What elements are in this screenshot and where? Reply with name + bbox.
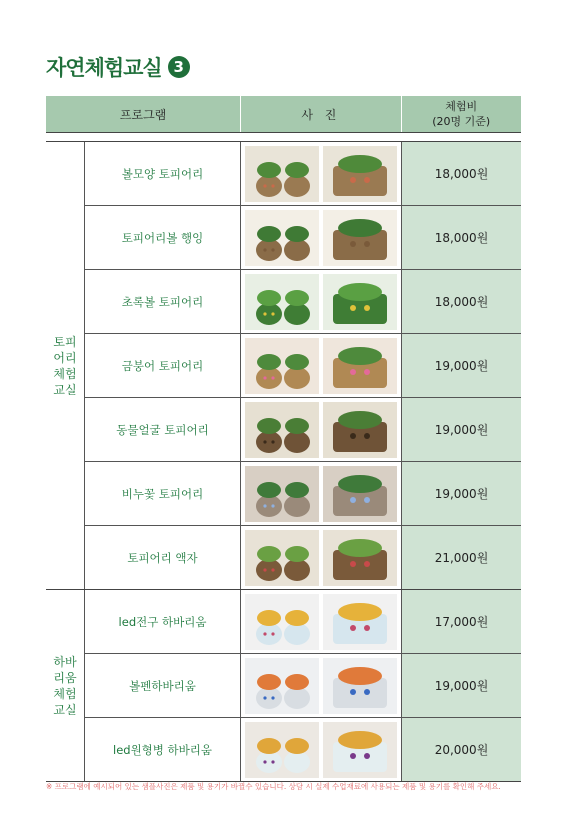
category-label-line: 체험 (53, 686, 77, 701)
header-photo: 사 진 (241, 96, 401, 132)
program-name: 초록볼 토피어리 (85, 270, 241, 333)
sample-photo-2 (323, 274, 397, 330)
sample-photo-2 (323, 530, 397, 586)
table-header (46, 96, 521, 133)
page-title-text: 자연체험교실 (46, 56, 162, 80)
sample-photo-1 (245, 530, 319, 586)
table-row (85, 205, 521, 269)
program-price: 18,000원 (402, 142, 521, 205)
program-name: led전구 하바리움 (85, 590, 241, 653)
program-photos (241, 718, 402, 781)
category-label-line: 교실 (53, 702, 77, 717)
table-row (85, 142, 521, 205)
sample-photo-2 (323, 338, 397, 394)
category-label-line: 교실 (53, 382, 77, 397)
section-number-badge: 3 (168, 56, 190, 78)
program-price: 17,000원 (402, 590, 521, 653)
program-price: 18,000원 (402, 270, 521, 333)
sample-photo-2 (323, 146, 397, 202)
program-table (46, 141, 521, 782)
program-price: 19,000원 (402, 398, 521, 461)
category-label-line: 체험 (53, 366, 77, 381)
table-row (85, 525, 521, 589)
category-label (46, 590, 85, 781)
sample-photo-2 (323, 466, 397, 522)
sample-photo-1 (245, 210, 319, 266)
sample-photo-1 (245, 402, 319, 458)
program-name: 동물얼굴 토피어리 (85, 398, 241, 461)
table-row (85, 333, 521, 397)
table-row (85, 397, 521, 461)
sample-photo-1 (245, 338, 319, 394)
program-name: 비누꽃 토피어리 (85, 462, 241, 525)
program-name: led원형병 하바리움 (85, 718, 241, 781)
program-photos (241, 142, 402, 205)
sample-photo-1 (245, 658, 319, 714)
program-photos (241, 590, 402, 653)
table-row (85, 590, 521, 653)
program-name: 볼펜하바리움 (85, 654, 241, 717)
category-label-line: 어리 (53, 350, 77, 365)
sample-photo-2 (323, 658, 397, 714)
category-label-line: 토피 (53, 334, 77, 349)
program-price: 19,000원 (402, 654, 521, 717)
category-label-line: 리움 (53, 670, 77, 685)
sample-photo-2 (323, 594, 397, 650)
program-name: 볼모양 토피어리 (85, 142, 241, 205)
program-price: 18,000원 (402, 206, 521, 269)
sample-photo-1 (245, 146, 319, 202)
category-label (46, 142, 85, 589)
program-price: 19,000원 (402, 334, 521, 397)
program-photos (241, 334, 402, 397)
category-label-line: 하바 (53, 654, 77, 669)
program-photos (241, 398, 402, 461)
sample-photo-1 (245, 722, 319, 778)
program-name: 토피어리 액자 (85, 526, 241, 589)
program-photos (241, 206, 402, 269)
table-row (85, 653, 521, 717)
program-photos (241, 270, 402, 333)
table-row (85, 717, 521, 781)
sample-photo-1 (245, 466, 319, 522)
table-row (85, 269, 521, 333)
table-row (85, 461, 521, 525)
header-program: 프로그램 (46, 96, 241, 132)
sample-photo-1 (245, 594, 319, 650)
program-photos (241, 462, 402, 525)
program-price: 19,000원 (402, 462, 521, 525)
page-title (46, 52, 190, 82)
program-price: 21,000원 (402, 526, 521, 589)
program-price: 20,000원 (402, 718, 521, 781)
program-group (46, 141, 521, 589)
program-group (46, 589, 521, 782)
program-photos (241, 526, 402, 589)
header-price-label: 체험비 (445, 100, 478, 113)
program-name: 금붕어 토피어리 (85, 334, 241, 397)
sample-photo-2 (323, 402, 397, 458)
program-photos (241, 654, 402, 717)
header-price (402, 96, 522, 132)
sample-photo-1 (245, 274, 319, 330)
sample-photo-2 (323, 210, 397, 266)
header-price-basis: (20명 기준) (432, 115, 491, 128)
sample-photo-2 (323, 722, 397, 778)
footnote: ※ 프로그램에 예시되어 있는 샘플사진은 제품 및 용기가 바뀔수 있습니다. 상담 시 실제 수업재료에 사용되는 제품 및 용기를 확인해 주세요. (46, 782, 501, 791)
program-name: 토피어리볼 행잉 (85, 206, 241, 269)
